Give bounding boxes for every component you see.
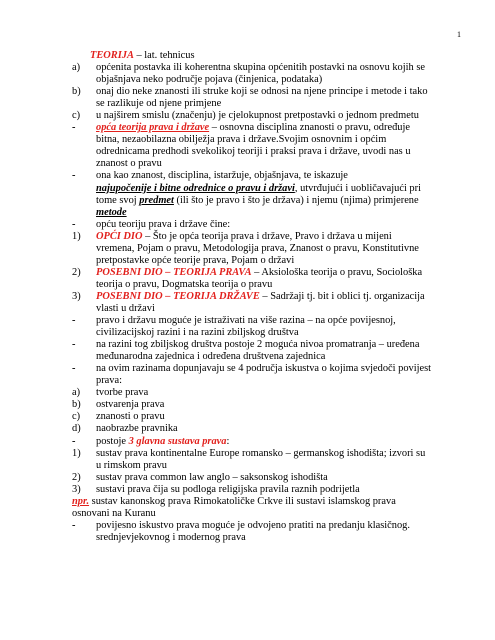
list-item bbox=[72, 122, 432, 170]
item-text: opću teoriju prava i države čine: bbox=[96, 218, 231, 230]
item-marker: b) bbox=[72, 86, 81, 98]
item-text: u najširem smislu (značenju) je cjelokupnost pretpostavki o jednom predmetu bbox=[96, 110, 419, 122]
item-marker: 1) bbox=[72, 447, 81, 459]
item-emphasis: predmet bbox=[139, 194, 174, 206]
item-marker: a) bbox=[72, 62, 81, 74]
item-text: znanosti o pravu bbox=[96, 411, 165, 423]
list-item bbox=[72, 170, 432, 218]
item-marker: c) bbox=[72, 110, 81, 122]
item-text: sustav kanonskog prava Rimokatoličke Crkve ili sustavi islamskog prava osnovani na Kuranu bbox=[72, 495, 396, 519]
item-text: povijesno iskustvo prava moguće je odvojeno pratiti na predanju klasičnog. srednjevjekovnog i modernog prava bbox=[96, 519, 410, 543]
page-number: 1 bbox=[457, 30, 461, 39]
list-item bbox=[72, 291, 432, 315]
item-text: pravo i državu moguće je istraživati na više razina – na opće povijesnoj, civilizacijskoj razini i na razini zbiljskog društva bbox=[96, 315, 396, 339]
item-marker: - bbox=[72, 315, 76, 327]
item-text: onaj dio neke znanosti ili struke koji se odnosi na njene principe i metode i tako se razlikuje od njene primjene bbox=[96, 86, 428, 110]
list-item bbox=[72, 267, 432, 291]
list-item bbox=[72, 520, 432, 544]
list-item bbox=[72, 387, 432, 399]
list-item bbox=[72, 436, 432, 448]
item-text: – osnovna disciplina znanosti o pravu, određuje bitna, nezaobilazna obilježja prava i države.Svojim osnovnim i općim odrednicama predhodi svekolikoj teoriji i praksi prava i države, uvodi nas u znanost o pravu bbox=[96, 122, 411, 170]
item-marker: - bbox=[72, 218, 76, 230]
item-marker: - bbox=[72, 519, 76, 531]
list-item bbox=[72, 472, 432, 484]
item-text: općenita postavka ili koherentna skupina općenitih postavki na osnovu kojih se objašnjava neko područje pojava (činjenica, podataka) bbox=[96, 62, 425, 86]
item-text: sustav prava common law anglo – saksonskog ishodišta bbox=[96, 471, 328, 483]
item-marker: c) bbox=[72, 411, 81, 423]
example-label: npr. bbox=[72, 495, 90, 507]
list-item bbox=[72, 411, 432, 423]
item-emphasis: OPĆI DIO bbox=[96, 230, 143, 242]
title-rest: – lat. tehnicus bbox=[133, 50, 195, 61]
list-item bbox=[72, 62, 432, 86]
item-emphasis: najupočenije i bitne odrednice o pravu i državi bbox=[96, 182, 295, 194]
list-item bbox=[72, 219, 432, 231]
item-marker: 2) bbox=[72, 471, 81, 483]
item-text: ona kao znanost, disciplina, istaržuje, objašnjava, te iskazuje bbox=[96, 170, 348, 182]
list-item bbox=[72, 399, 432, 411]
item-marker: a) bbox=[72, 387, 81, 399]
list-item bbox=[72, 448, 432, 472]
item-text: postoje bbox=[96, 435, 129, 447]
item-text: tvorbe prava bbox=[96, 387, 149, 399]
list-item bbox=[72, 339, 432, 363]
item-text: – Aksiološka teorija o pravu, Sociološka teorija o pravu, Dogmatska teorija o pravu bbox=[96, 266, 423, 290]
list-item bbox=[72, 315, 432, 339]
list-item bbox=[72, 231, 432, 267]
item-emphasis: 3 glavna sustava prava bbox=[128, 435, 227, 447]
item-marker: - bbox=[72, 435, 76, 447]
title-line bbox=[72, 50, 432, 62]
document-body bbox=[72, 50, 432, 544]
item-marker: - bbox=[72, 363, 76, 375]
title-word: TEORIJA bbox=[90, 50, 134, 61]
item-marker: 3) bbox=[72, 483, 81, 495]
item-emphasis: opća teorija prava i države bbox=[96, 122, 210, 134]
item-emphasis: POSEBNI DIO – TEORIJA PRAVA bbox=[96, 266, 252, 278]
item-marker: b) bbox=[72, 399, 81, 411]
item-marker: 1) bbox=[72, 230, 81, 242]
list-item bbox=[72, 423, 432, 435]
item-emphasis: POSEBNI DIO – TEORIJA DRŽAVE bbox=[96, 290, 260, 302]
item-text: sustavi prava čija su podloga religijska pravila raznih podrijetla bbox=[96, 483, 360, 495]
list-item bbox=[72, 110, 432, 122]
item-text: – Što je opća teorija prava i države, Pravo i država u mijeni vremena, Pojam o pravu, Metodologija prava, Znanost o pravu, Konstitutivne pretpostavke opće teorije prava, Pojam o državi bbox=[96, 230, 419, 266]
item-text: (ili što je pravo i što je država) i njemu (njima) primjerene bbox=[173, 194, 419, 206]
item-text: sustav prava kontinentalne Europe romansko – germanskog ishodišta; izvori su u rimskom pravu bbox=[96, 447, 426, 471]
item-marker: d) bbox=[72, 423, 81, 435]
item-text: naobrazbe pravnika bbox=[96, 423, 178, 435]
item-emphasis: metode bbox=[96, 206, 127, 218]
item-text: na razini tog zbiljskog društva postoje 2 moguća nivoa promatranja – uređena međunarodna zajednica i određena društvena zajednica bbox=[96, 339, 420, 363]
item-text: : bbox=[226, 435, 230, 447]
example-paragraph bbox=[72, 496, 432, 520]
item-marker: - bbox=[72, 122, 76, 134]
item-text: – Sadržaji tj. bit i oblici tj. organizacija vlasti u državi bbox=[96, 290, 425, 314]
item-marker: 2) bbox=[72, 266, 81, 278]
list-item bbox=[72, 484, 432, 496]
item-marker: 3) bbox=[72, 290, 81, 302]
item-marker: - bbox=[72, 170, 76, 182]
list-item bbox=[72, 86, 432, 110]
list-item bbox=[72, 363, 432, 387]
item-text: , utvrđujući i uobličavajući pri tome svoj bbox=[96, 182, 421, 206]
item-text: ostvarenja prava bbox=[96, 399, 165, 411]
item-text: na ovim razinama dopunjavaju se 4 područja iskustva o kojima svjedoči povijest prava: bbox=[96, 363, 432, 387]
item-marker: - bbox=[72, 339, 76, 351]
